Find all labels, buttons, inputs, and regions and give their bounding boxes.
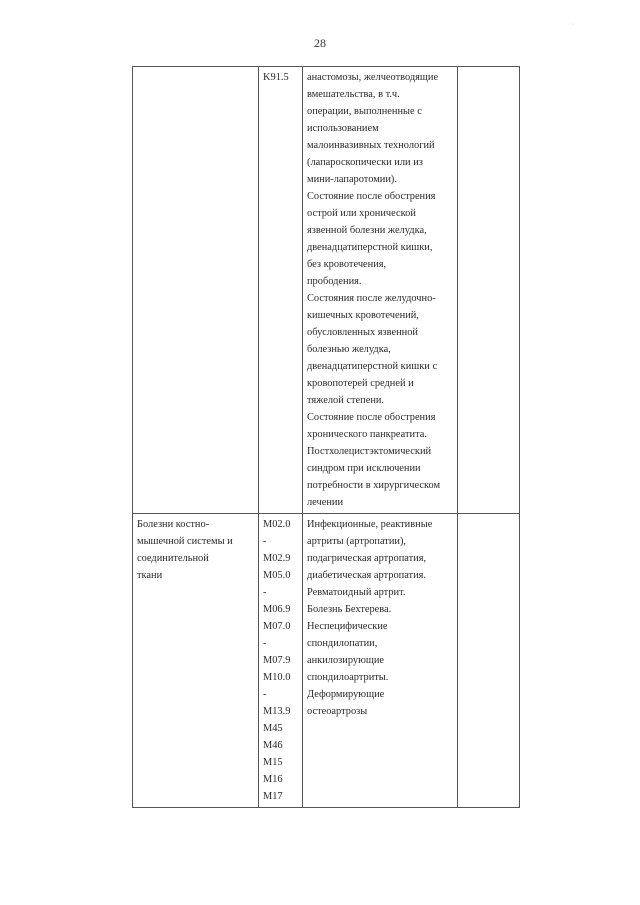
icd-code: M06.9 (263, 604, 291, 615)
icd-code: K91.5 (263, 72, 289, 83)
icd-code: M02.0 (263, 519, 291, 530)
icd-code: M13.9 (263, 706, 291, 717)
condition-text-line: подагрическая артропатия, (307, 553, 427, 564)
condition-text-line: тяжелой степени. (307, 395, 385, 406)
icd-code: M05.0 (263, 570, 291, 581)
icd-code: - (263, 638, 267, 649)
condition-text-line: острой или хронической (307, 208, 416, 219)
condition-text-line: Состояние после обострения (307, 412, 436, 423)
disease-group-text-line: соединительной (137, 553, 209, 564)
condition-text-line: кровопотерей средней и (307, 378, 414, 389)
disease-group-text-line: Болезни костно- (137, 519, 210, 530)
condition-text-line: кишечных кровотечений, (307, 310, 419, 321)
icd-code: M17 (263, 791, 283, 802)
icd-code: M16 (263, 774, 283, 785)
icd-code: M46 (263, 740, 283, 751)
condition-text-line: диабетическая артропатия. (307, 570, 427, 581)
condition-text-line: потребности в хирургическом (307, 480, 441, 491)
icd-code: M07.0 (263, 621, 291, 632)
scan-artifact: · (571, 20, 574, 29)
condition-text-line: вмешательства, в т.ч. (307, 89, 400, 100)
disease-group-cell (133, 514, 259, 808)
conditions-cell (303, 514, 458, 808)
condition-text-line: лечении (307, 497, 344, 508)
condition-text-line: Состояние после обострения (307, 191, 436, 202)
icd-code: M07.9 (263, 655, 291, 666)
disease-group-cell (133, 67, 259, 514)
condition-text-line: мини-лапаротомии). (307, 174, 397, 185)
table-row (133, 514, 520, 808)
icd-code: M02.9 (263, 553, 291, 564)
page-number: 28 (314, 36, 326, 50)
condition-text-line: двенадцатиперстной кишки, (307, 242, 433, 253)
condition-text-line: малоинвазивных технологий (307, 140, 435, 151)
condition-text-line: использованием (307, 123, 379, 134)
condition-text-line: остеоартрозы (307, 706, 368, 717)
condition-text-line: анастомозы, желчеотводящие (307, 72, 439, 83)
condition-text-line: спондилоартриты. (307, 672, 389, 683)
disease-group-text-line: мышечной системы и (137, 536, 233, 547)
condition-text-line: обусловленных язвенной (307, 327, 418, 338)
icd-code: M15 (263, 757, 283, 768)
disease-group-text-line: ткани (137, 570, 163, 581)
condition-text-line: язвенной болезни желудка, (307, 225, 427, 236)
condition-text-line: Инфекционные, реактивные (307, 519, 433, 530)
condition-text-line: Неспецифические (307, 621, 388, 632)
condition-text-line: без кровотечения, (307, 259, 387, 270)
condition-text-line: двенадцатиперстной кишки с (307, 361, 438, 372)
condition-text-line: Деформирующие (307, 689, 385, 700)
condition-text-line: прободения. (307, 276, 362, 287)
condition-text-line: (лапароскопически или из (307, 157, 423, 168)
conditions-table (132, 66, 520, 808)
condition-text-line: артриты (артропатии), (307, 536, 407, 547)
icd-code: - (263, 689, 267, 700)
condition-text-line: Постхолецистэктомический (307, 446, 432, 457)
condition-text-line: синдром при исключении (307, 463, 421, 474)
condition-text-line: болезнью желудка, (307, 344, 391, 355)
condition-text-line: Ревматоидный артрит. (307, 587, 406, 598)
icd-code: - (263, 587, 267, 598)
empty-cell (458, 67, 520, 514)
condition-text-line: спондилопатии, (307, 638, 378, 649)
icd-code: - (263, 536, 267, 547)
conditions-cell (303, 67, 458, 514)
condition-text-line: анкилозирующие (307, 655, 385, 666)
condition-text-line: хронического панкреатита. (307, 429, 427, 440)
table-row (133, 67, 520, 514)
icd-codes-cell (259, 514, 303, 808)
condition-text-line: Болезнь Бехтерева. (307, 604, 392, 615)
empty-cell (458, 514, 520, 808)
icd-code: M10.0 (263, 672, 291, 683)
condition-text-line: операции, выполненные с (307, 106, 422, 117)
icd-code: M45 (263, 723, 283, 734)
icd-codes-cell (259, 67, 303, 514)
condition-text-line: Состояния после желудочно- (307, 293, 436, 304)
